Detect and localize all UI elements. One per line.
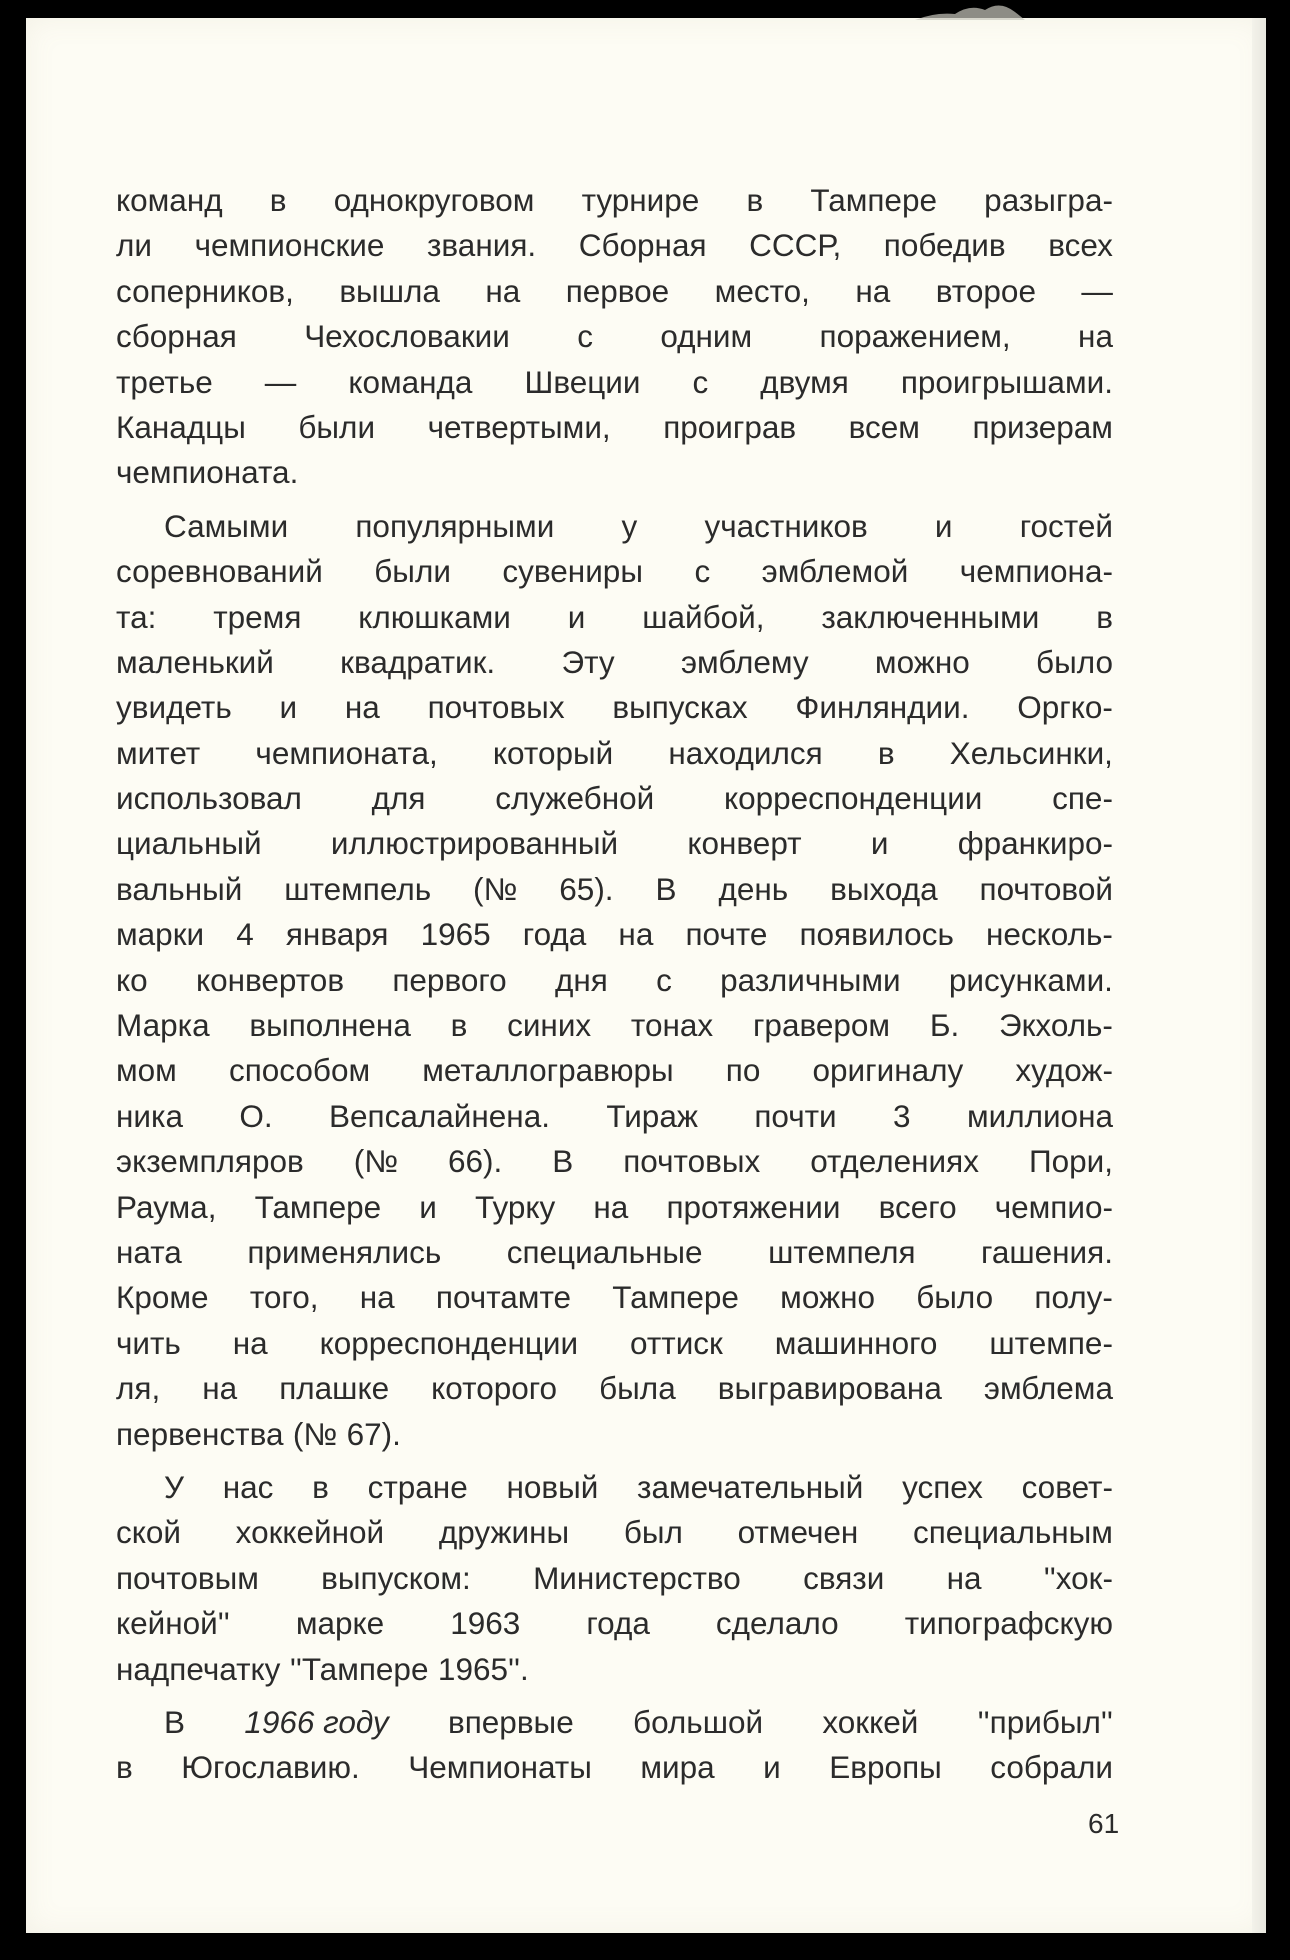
paper-tear-mark [915, 0, 1025, 22]
text-line: надпечатку ''Тампере 1965''. [116, 1650, 529, 1687]
text-line: мом способом металлогравюры по оригиналу худож- [116, 1052, 1113, 1089]
text-line: Марка выполнена в синих тонах гравером Б. Экхоль- [116, 1007, 1113, 1044]
text-line: кейной'' марке 1963 года сделало типографскую [116, 1605, 1113, 1642]
text-line: ля, на плашке которого была выгравирована эмблема [116, 1370, 1113, 1407]
text-line: та: тремя клюшками и шайбой, заключенными в [116, 598, 1113, 635]
text-line: Кроме того, на почтамте Тампере можно было полу- [116, 1279, 1113, 1316]
text-line: чемпионата. [116, 454, 299, 491]
text-line: чить на корреспонденции оттиск машинного штемпе- [116, 1324, 1113, 1361]
text-line: использовал для служебной корреспонденции спе- [116, 780, 1113, 817]
text-line: вальный штемпель (№ 65). В день выхода почтовой [116, 870, 1113, 907]
text-line: третье — команда Швеции с двумя проигрышами. [116, 363, 1113, 400]
text-line: маленький квадратик. Эту эмблему можно было [116, 643, 1113, 680]
text-line: экземпляров (№ 66). В почтовых отделениях Пори, [116, 1143, 1113, 1180]
text-line: в Югославию. Чемпионаты мира и Европы собрали [116, 1749, 1113, 1786]
text-line: марки 4 января 1965 года на почте появилось несколь- [116, 916, 1113, 953]
text-line: команд в однокруговом турнире в Тампере разыгра- [116, 182, 1113, 218]
text-line: первенства (№ 67). [116, 1415, 401, 1452]
book-page [26, 18, 1266, 1933]
body-text [116, 178, 1113, 1791]
text-line: сборная Чехословакии с одним поражением, на [116, 318, 1113, 355]
text-line: Самыми популярными у участников и гостей [164, 507, 1113, 544]
text-line: ской хоккейной дружины был отмечен специальным [116, 1514, 1113, 1551]
text-line: В 1966 году впервые большой хоккей ''прибыл'' [164, 1703, 1113, 1740]
text-line: соперников, вышла на первое место, на второе — [116, 272, 1113, 309]
text-line: циальный иллюстрированный конверт и франкиро- [116, 825, 1113, 862]
text-line: У нас в стране новый замечательный успех совет- [164, 1468, 1113, 1505]
text-line: увидеть и на почтовых выпусках Финляндии. Оргко- [116, 689, 1113, 726]
text-line: соревнований были сувениры с эмблемой чемпиона- [116, 553, 1113, 590]
text-line: Канадцы были четвертыми, проиграв всем призерам [116, 408, 1113, 445]
text-line: митет чемпионата, который находился в Хельсинки, [116, 734, 1113, 771]
text-line: ника О. Вепсалайнена. Тираж почти 3 миллиона [116, 1097, 1113, 1134]
text-line: ли чемпионские звания. Сборная СССР, победив всех [116, 227, 1113, 264]
text-line: почтовым выпуском: Министерство связи на ''хок- [116, 1559, 1113, 1596]
page-number: 61 [1088, 1808, 1120, 1839]
text-line: ко конвертов первого дня с различными рисунками. [116, 961, 1113, 998]
text-line: ната применялись специальные штемпеля гашения. [116, 1233, 1113, 1270]
page-edge [1252, 18, 1266, 1933]
text-line: Раума, Тампере и Турку на протяжении всего чемпио- [116, 1188, 1113, 1225]
